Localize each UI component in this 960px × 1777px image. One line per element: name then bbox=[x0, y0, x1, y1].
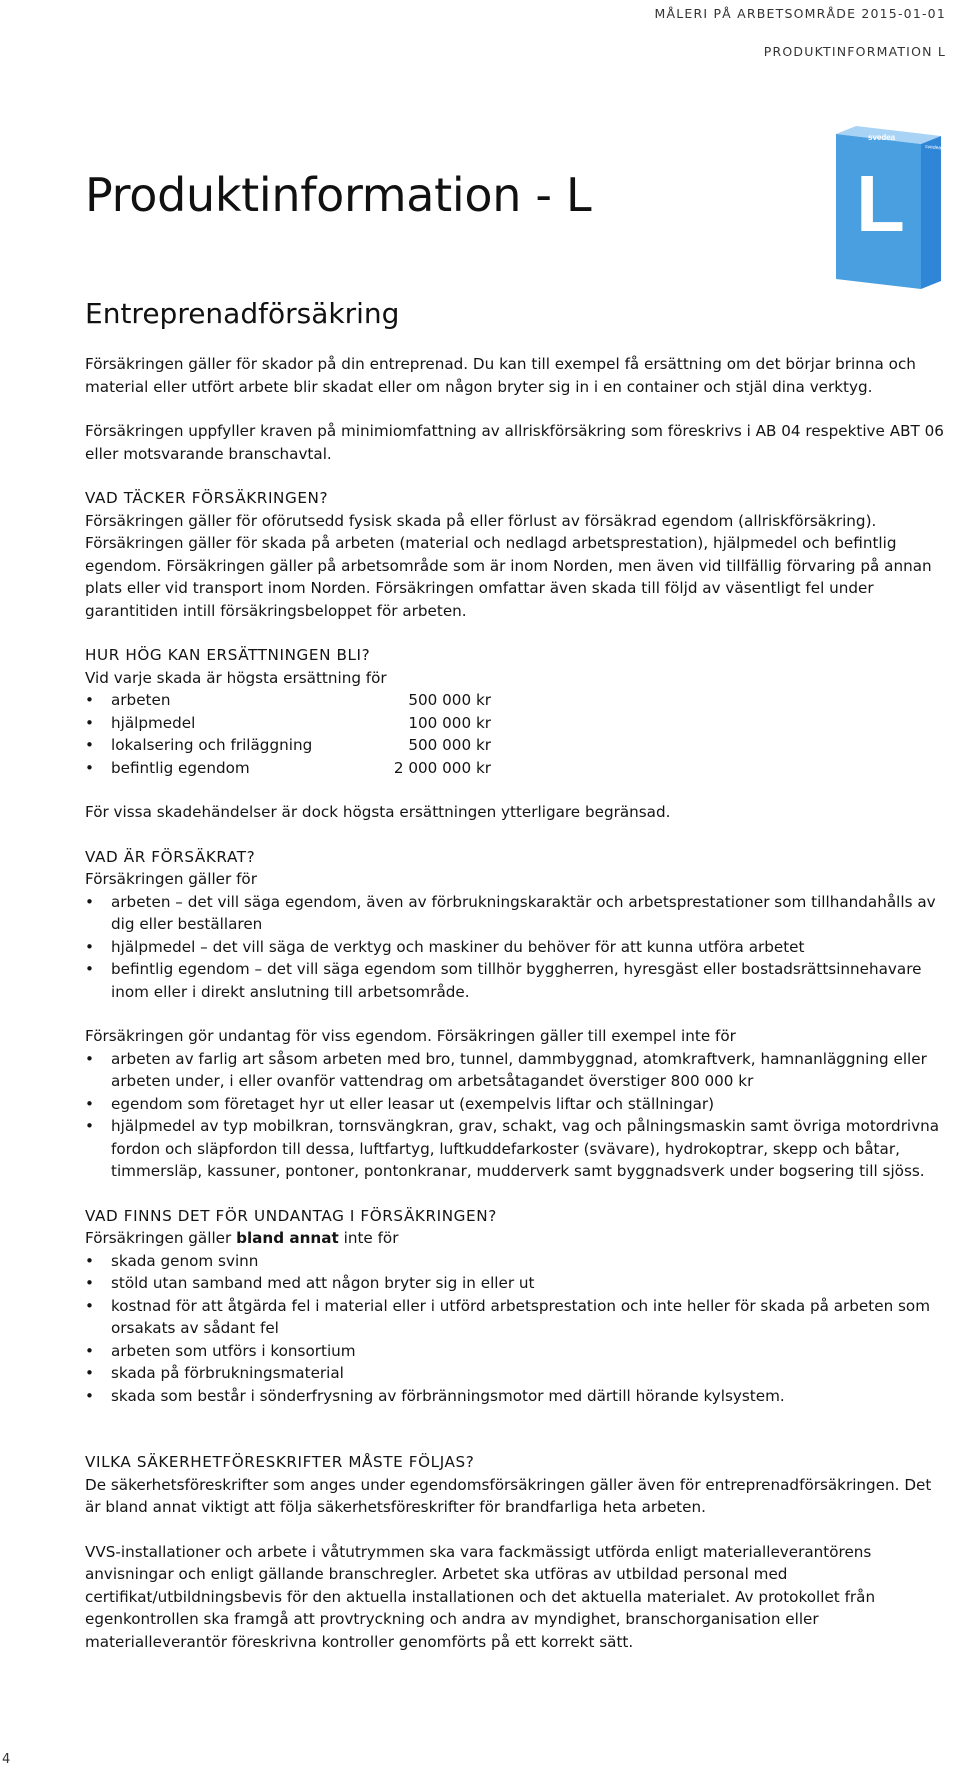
covers-text: Försäkringen gäller för oförutsedd fysisk skada på eller förlust av försäkrad egendom (allriskförsäkring). Försäkringen gäller för skada på arbeten (material och nedlagd arbetsprestation), hjälpmedel och befintlig egendom. Försäkringen gäller på arbetsområde som är inom Norden, men även vid tillfällig förvaring på annan plats eller vid transport inom Norden. Försäkringen omfattar även skada till följd av väsentligt fel under garantitiden intill försäkringsbeloppet för arbeten. bbox=[85, 511, 932, 620]
exceptions-list bbox=[85, 1250, 947, 1408]
exceptions-intro: Försäkringen gäller bland annat inte för bbox=[85, 1229, 399, 1247]
document-body bbox=[85, 353, 947, 1653]
heading-compensation: HUR HÖG KAN ERSÄTTNINGEN BLI? bbox=[85, 646, 371, 664]
list-item: • egendom som företaget hyr ut eller leasar ut (exempelvis liftar och ställningar) bbox=[85, 1093, 947, 1116]
list-item: • hjälpmedel 100 000 kr bbox=[85, 712, 947, 735]
safety-paragraph-2: VVS-installationer och arbete i våtutrymmen ska vara fackmässigt utförda enligt materialleverantörens anvisningar och enligt gällande branschregler. Arbetet ska utföras av utbildad personal med certifikat/utbildningsbevis för den aktuella installationen och det aktuella materialet. Av protokollet från egenkontrollen ska framgå att provtryckning och andra av myndighet, branschorganisation eller materialleverantör föreskrivna kontroller genomförts på ett korrekt sätt. bbox=[85, 1542, 876, 1651]
svg-text:svedea: svedea bbox=[924, 144, 942, 152]
compensation-list bbox=[85, 689, 947, 779]
list-item: • skada genom svinn bbox=[85, 1250, 947, 1273]
list-item: • befintlig egendom 2 000 000 kr bbox=[85, 757, 947, 780]
safety-paragraph-1: De säkerhetsföreskrifter som anges under egendomsförsäkringen gäller även för entreprenadförsäkringen. Det är bland annat viktigt att följa säkerhetsföreskrifter för brandfarliga heta arbeten. bbox=[85, 1475, 932, 1516]
list-item: • skada på förbrukningsmaterial bbox=[85, 1362, 947, 1385]
running-subheader: PRODUKTINFORMATION L bbox=[763, 44, 946, 59]
section-subtitle: Entreprenadförsäkring bbox=[85, 297, 400, 330]
compensation-note: För vissa skadehändelser är dock högsta ersättningen ytterligare begränsad. bbox=[85, 803, 671, 821]
heading-insured: VAD ÄR FÖRSÄKRAT? bbox=[85, 847, 256, 866]
list-item: • stöld utan samband med att någon bryter sig in eller ut bbox=[85, 1272, 947, 1295]
insured-list bbox=[85, 891, 947, 1004]
list-item: • arbeten som utförs i konsortium bbox=[85, 1340, 947, 1363]
list-item: • befintlig egendom – det vill säga egendom som tillhör byggherren, hyresgäst eller bostadsrättsinnehavare inom eller i direkt anslutning till arbetsområde. bbox=[85, 958, 947, 1003]
list-item: • arbeten 500 000 kr bbox=[85, 689, 947, 712]
logo-letter: L bbox=[856, 159, 905, 248]
heading-exceptions: VAD FINNS DET FÖR UNDANTAG I FÖRSÄKRINGEN? bbox=[85, 1206, 497, 1225]
compensation-intro: Vid varje skada är högsta ersättning för bbox=[85, 668, 387, 687]
insured-exclusion-list bbox=[85, 1048, 947, 1183]
logo-brand-text: svedea bbox=[868, 133, 896, 142]
intro-paragraph-2: Försäkringen uppfyller kraven på minimiomfattning av allriskförsäkring som föreskrivs i AB 04 respektive ABT 06 eller motsvarande branschavtal. bbox=[85, 422, 944, 463]
heading-safety: VILKA SÄKERHETFÖRESKRIFTER MÅSTE FÖLJAS? bbox=[85, 1453, 475, 1471]
intro-paragraph-1: Försäkringen gäller för skador på din entreprenad. Du kan till exempel få ersättning om det börjar brinna och material eller utfört arbete blir skadat eller om någon bryter sig in i en container och stjäl dina verktyg. bbox=[85, 355, 916, 396]
running-header: MÅLERI PÅ ARBETSOMRÅDE 2015-01-01 bbox=[654, 6, 946, 21]
main-content bbox=[85, 166, 947, 1651]
list-item: • kostnad för att åtgärda fel i material eller i utförd arbetsprestation och inte heller för skada på arbeten som orsakats av sådant fel bbox=[85, 1295, 947, 1340]
page-title: Produktinformation - L bbox=[85, 168, 592, 222]
list-item: • skada som består i sönderfrysning av förbränningsmotor med därtill hörande kylsystem. bbox=[85, 1385, 947, 1408]
list-item: • hjälpmedel – det vill säga de verktyg och maskiner du behöver för att kunna utföra arbetet bbox=[85, 936, 947, 959]
page-number: 4 bbox=[2, 1752, 11, 1767]
insured-intro: Försäkringen gäller för bbox=[85, 870, 257, 888]
list-item: • arbeten av farlig art såsom arbeten med bro, tunnel, dammbyggnad, atomkraftverk, hamnanläggning eller arbeten under, i eller ovanför vattendrag om arbetsåtagandet överstiger 800 000 kr bbox=[85, 1048, 947, 1093]
list-item: • lokalsering och friläggning 500 000 kr bbox=[85, 734, 947, 757]
list-item: • arbeten – det vill säga egendom, även av förbrukningskaraktär och arbetsprestationer som tillhandahålls av dig eller beställaren bbox=[85, 891, 947, 936]
heading-covers: VAD TÄCKER FÖRSÄKRINGEN? bbox=[85, 489, 329, 507]
list-item: • hjälpmedel av typ mobilkran, tornsvängkran, grav, schakt, vag och pålningsmaskin samt övriga motordrivna fordon och släpfordon till dessa, luftfartyg, luftkuddefarkoster (svävare), hydrokoptrar, skepp och båtar, timmersläp, kassuner, pontoner, pontonkranar, mudderverk samt byggnadsverk under bogsering till sjöss. bbox=[85, 1115, 947, 1183]
insured-exclusion-intro: Försäkringen gör undantag för viss egendom. Försäkringen gäller till exempel inte för bbox=[85, 1027, 736, 1045]
